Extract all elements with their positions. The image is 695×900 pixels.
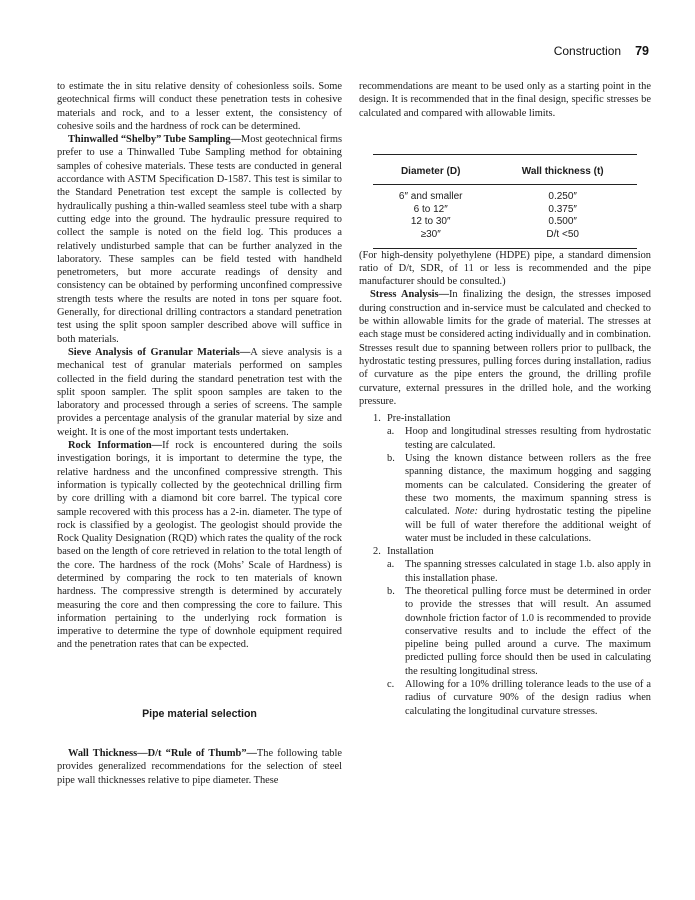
text-wall-thickness: The following table provides generalized recommendations for the selection of steel pipe wall thicknesses relative to pipe diameter. These	[57, 748, 343, 786]
sub-list-item	[387, 678, 651, 718]
sub-list-item	[387, 425, 651, 452]
left-column	[57, 80, 342, 787]
list-item-title: Pre-installation	[387, 413, 451, 425]
table-header-row	[373, 154, 637, 184]
table-row	[373, 204, 637, 217]
lead-wall-thickness: Wall Thickness—D/t “Rule of Thumb”—	[68, 748, 257, 760]
sub-list-item	[387, 452, 651, 545]
list-item	[359, 412, 651, 545]
paragraph-wall-thickness	[57, 747, 342, 787]
table-row	[373, 185, 637, 204]
sub-list-item	[387, 585, 651, 678]
note-label: Note:	[454, 506, 478, 518]
sub-list-letter: b.	[387, 585, 395, 597]
paragraph-sieve-analysis	[57, 346, 342, 439]
sub-list-text-part: Using the known distance between rollers as the free spanning distance, the maximum hogging and sagging moments can be calculated. Considering the greater of these two moments, the maximum spanning stress is calculated.	[405, 453, 651, 518]
right-column	[359, 80, 651, 718]
running-header	[554, 44, 649, 64]
list-item-body	[387, 412, 651, 545]
sub-list-text: The spanning stresses calculated in stage 1.b. also apply in this installation phase.	[405, 559, 651, 584]
table-cell: 0.375″	[548, 203, 577, 215]
sub-list-text: Allowing for a 10% drilling tolerance leads to the use of a radius of curvature 90% of the design radius when calculating the longitudinal curvature stresses.	[405, 679, 651, 717]
table-cell: 6″ and smaller	[398, 191, 463, 203]
header-diameter: Diameter (D)	[373, 154, 488, 184]
section-heading-pipe-material: Pipe material selection	[142, 707, 257, 720]
text-rock-information: If rock is encountered during the soils investigation borings, it is important to determine the type, the relative hardness and the unconfined compressive strength. This information is typically collected by the geotechnical drilling firm by core drilling with a diamond bit core barrel. The typical core sample recovered with this process has a 2-in. diameter. The type of rock is classified by a geologist. The geologist should provide the Rock Quality Designation (RQD) which rates the quality of the rock based on the length of core retrieved in relation to the total length of the core. The hardness of the rock (Mohs’ Scale of Hardness) is determined by comparing the rock to ten materials of known hardness. The compressive strength is determined by accurately measuring the core and then compressing the core to failure. This information pertaining to the underlying rock formation is imperative to determine the type of downhole equipment required and the penetration rates that can be expected.	[57, 440, 342, 651]
sub-list-letter: b.	[387, 453, 395, 465]
table-cell: ≥30″	[373, 229, 488, 248]
lead-sieve-analysis: Sieve Analysis of Granular Materials—	[68, 346, 251, 358]
paragraph-rock-information	[57, 439, 342, 652]
table-cell: 0.250″	[548, 191, 577, 203]
sub-list-letter: c.	[387, 679, 395, 691]
paragraph-recommendations: recommendations are meant to be used only as a starting point in the design. It is recommended that in the final design, specific stresses be calculated and compared with allowable limits.	[359, 81, 651, 119]
page-number: 79	[635, 44, 649, 58]
sub-list-letter: a.	[387, 426, 395, 438]
list-item-body	[387, 545, 651, 718]
paragraph-shelby-tube	[57, 133, 342, 346]
table-row	[373, 216, 637, 229]
sub-list-letter: a.	[387, 559, 395, 571]
header-wall-thickness: Wall thickness (t)	[488, 154, 637, 184]
list-number: 1.	[373, 413, 381, 425]
stress-stage-list	[359, 412, 651, 718]
sub-list-text-part: during hydrostatic testing the pipeline will be full of water therefore the additional weight of water must be included in these calculations.	[405, 506, 651, 544]
sub-list-text	[399, 452, 651, 545]
list-item-title: Installation	[387, 546, 434, 558]
section-title: Construction	[553, 44, 622, 58]
text-sieve-analysis: A sieve analysis is a mechanical test of granular materials performed on samples collected in the field during the standard penetration test with the split spoon sampler. The split spoon samples are taken to the laboratory and processed through a series of screens. The sample provides a percentage analysis of the granular material by size and weight. It is one of the most important tests undertaken.	[57, 346, 342, 438]
table-cell: 6 to 12″	[413, 203, 448, 215]
table-cell: 12 to 30″	[410, 216, 451, 228]
lead-shelby-tube: Thinwalled “Shelby” Tube Sampling—	[68, 134, 241, 146]
lead-rock-information: Rock Information—	[68, 440, 163, 452]
sub-list-text: The theoretical pulling force must be determined in order to provide the stresses that will result. An assumed downhole friction factor of 1.0 is recommended to provide conservative results and to include the effect of the pipeline being pulled around a curve. The maximum predicted pulling force should then be used in calculating the resulting longitudinal stress.	[405, 585, 651, 677]
lead-stress-analysis: Stress Analysis—	[370, 289, 449, 301]
wall-thickness-table-wrapper	[359, 154, 651, 249]
sub-list-item	[387, 558, 651, 585]
text-stress-analysis: In finalizing the design, the stresses imposed during construction and in-service must be calculated and checked to be within allowable limits for the grade of material. The stresses at each stage must be considered acting individually and in combination. Stresses result due to spanning between rollers prior to pullback, the hydrostatic testing pressures, pulling forces during installation, radius of curvature as the pipe enters the ground, the drilling profile curvature, external pressures in the drilled hole, and the working pressure.	[359, 289, 652, 407]
table-cell: D/t <50	[488, 229, 637, 248]
paragraph-cohesionless: to estimate the in situ relative density of cohesionless soils. Some geotechnical firms will conduct these penetration tests in cohesive materials and rock, and to a lesser extent, the consistency of cohesive soils and the hardness of rock can be determined.	[57, 81, 342, 132]
wall-thickness-table	[373, 154, 637, 249]
paragraph-stress-analysis	[359, 288, 651, 408]
list-item	[359, 545, 651, 718]
sub-list-text: Hoop and longitudinal stresses resulting from hydrostatic testing are calculated.	[405, 426, 651, 451]
table-row	[373, 229, 637, 248]
table-cell: 0.500″	[548, 216, 577, 228]
list-number: 2.	[373, 546, 381, 558]
text-shelby-tube: Most geotechnical firms prefer to use a Thinwalled Tube Sampling method for obtaining samples of cohesive materials. These tests are conducted in general accordance with ASTM Specification D-1587. This test is similar to the Standard Penetration test except the sample is collected by hydraulically pushing a thin-walled seamless steel tube with a sharp cutting edge into the ground. The hydraulic pressure required to collect the sample is noted on the field log. This produces a relatively undisturbed sample that can be further analyzed in the laboratory. These samples can be field tested with handheld penetrometers, but more accurate readings of density and consistency can be obtained by performing unconfined compressive strength tests where the results are noted in tons per square foot. Generally, for directional drilling contractors a standard penetration test using the split spoon sampler described above will suffice in both materials.	[57, 134, 342, 345]
paragraph-hdpe-note: (For high-density polyethylene (HDPE) pipe, a standard dimension ratio of D/t, SDR, of 11 or less is recommended and the pipe manufacturer should be consulted.)	[359, 249, 651, 288]
